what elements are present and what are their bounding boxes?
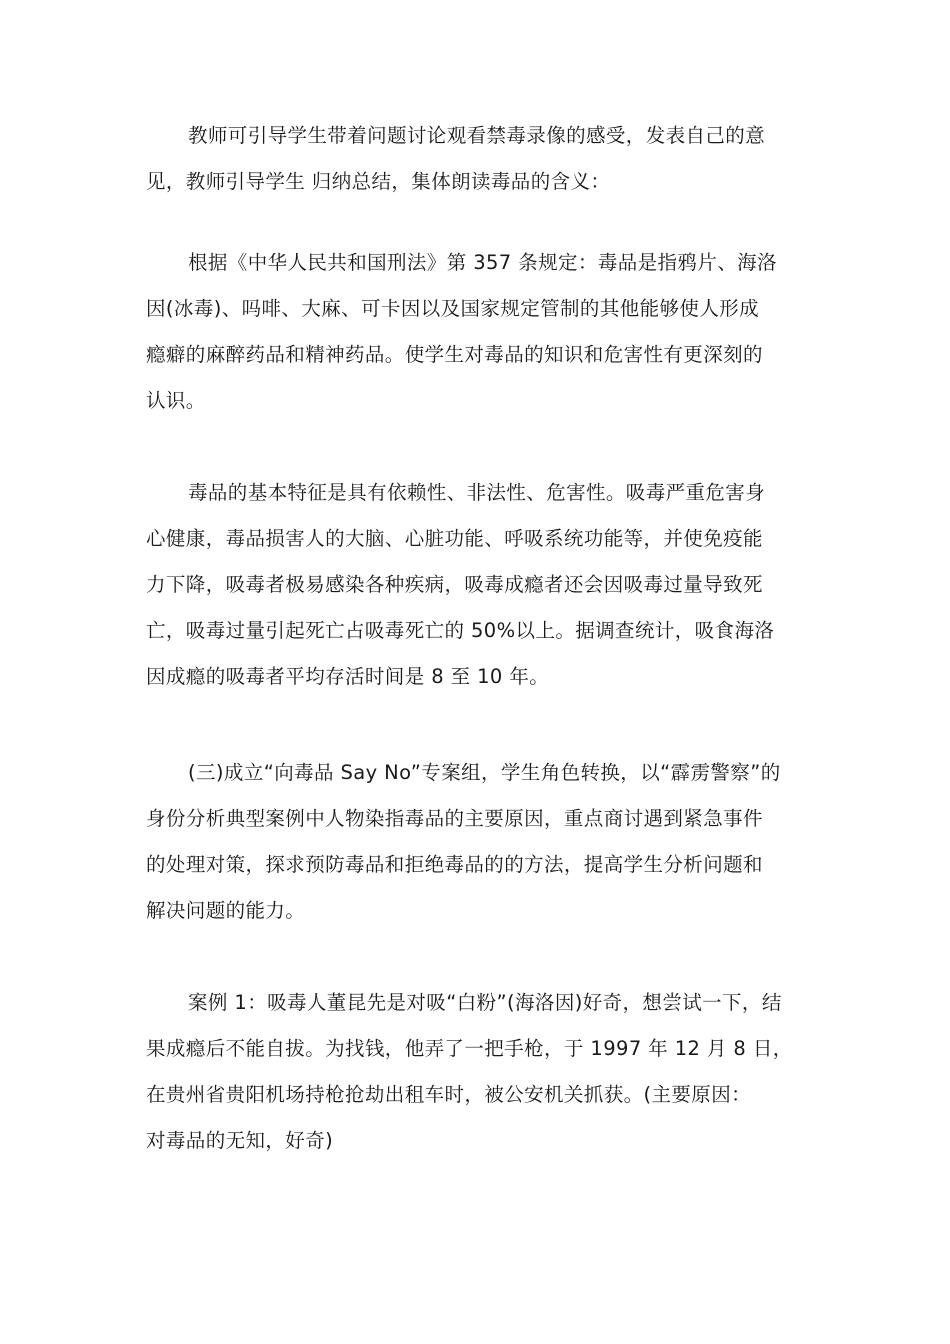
paragraph-task-group — [146, 750, 810, 934]
text-line: 因成瘾的吸毒者平均存活时间是 8 至 10 年。 — [146, 665, 550, 688]
text-line: 力下降，吸毒者极易感染各种疾病，吸毒成瘾者还会因吸毒过量导致死 — [146, 573, 763, 596]
text-line: 瘾癖的麻醉药品和精神药品。使学生对毒品的知识和危害性有更深刻的 — [146, 343, 763, 366]
text-line: 毒品的基本特征是具有依赖性、非法性、危害性。吸毒严重危害身 — [188, 481, 766, 504]
text-line: 认识。 — [146, 389, 206, 412]
text-line: 果成瘾后不能自拔。为找钱，他弄了一把手枪，于 1997 年 12 月 8 日， — [146, 1037, 793, 1060]
text-line: (三)成立“向毒品 Say No”专案组，学生角色转换，以“霹雳警察”的 — [188, 761, 781, 784]
text-line: 的处理对策，探求预防毒品和拒绝毒品的的方法，提高学生分析问题和 — [146, 853, 763, 876]
paragraph-case-1 — [146, 980, 810, 1164]
paragraph-definition — [146, 240, 810, 424]
text-line: 对毒品的无知，好奇) — [146, 1129, 334, 1152]
text-line: 亡，吸毒过量引起死亡占吸毒死亡的 50%以上。据调查统计，吸食海洛 — [146, 619, 775, 642]
text-line: 在贵州省贵阳机场持枪抢劫出租车时，被公安机关抓获。(主要原因： — [146, 1083, 752, 1106]
text-line: 教师可引导学生带着问题讨论观看禁毒录像的感受，发表自己的意 — [188, 124, 766, 147]
paragraph-characteristics — [146, 470, 810, 700]
text-line: 根据《中华人民共和国刑法》第 357 条规定：毒品是指鸦片、海洛 — [188, 251, 777, 274]
text-line: 心健康，毒品损害人的大脑、心脏功能、呼吸系统功能等，并使免疫能 — [146, 527, 763, 550]
text-line: 身份分析典型案例中人物染指毒品的主要原因，重点商讨遇到紧急事件 — [146, 807, 763, 830]
paragraph-intro — [146, 113, 810, 205]
text-line: 见，教师引导学生 归纳总结，集体朗读毒品的含义： — [146, 170, 611, 193]
text-line: 案例 1：吸毒人董昆先是对吸“白粉”(海洛因)好奇，想尝试一下，结 — [188, 991, 782, 1014]
text-line: 因(冰毒)、吗啡、大麻、可卡因以及国家规定管制的其他能够使人形成 — [146, 297, 760, 320]
text-line: 解决问题的能力。 — [146, 899, 306, 922]
